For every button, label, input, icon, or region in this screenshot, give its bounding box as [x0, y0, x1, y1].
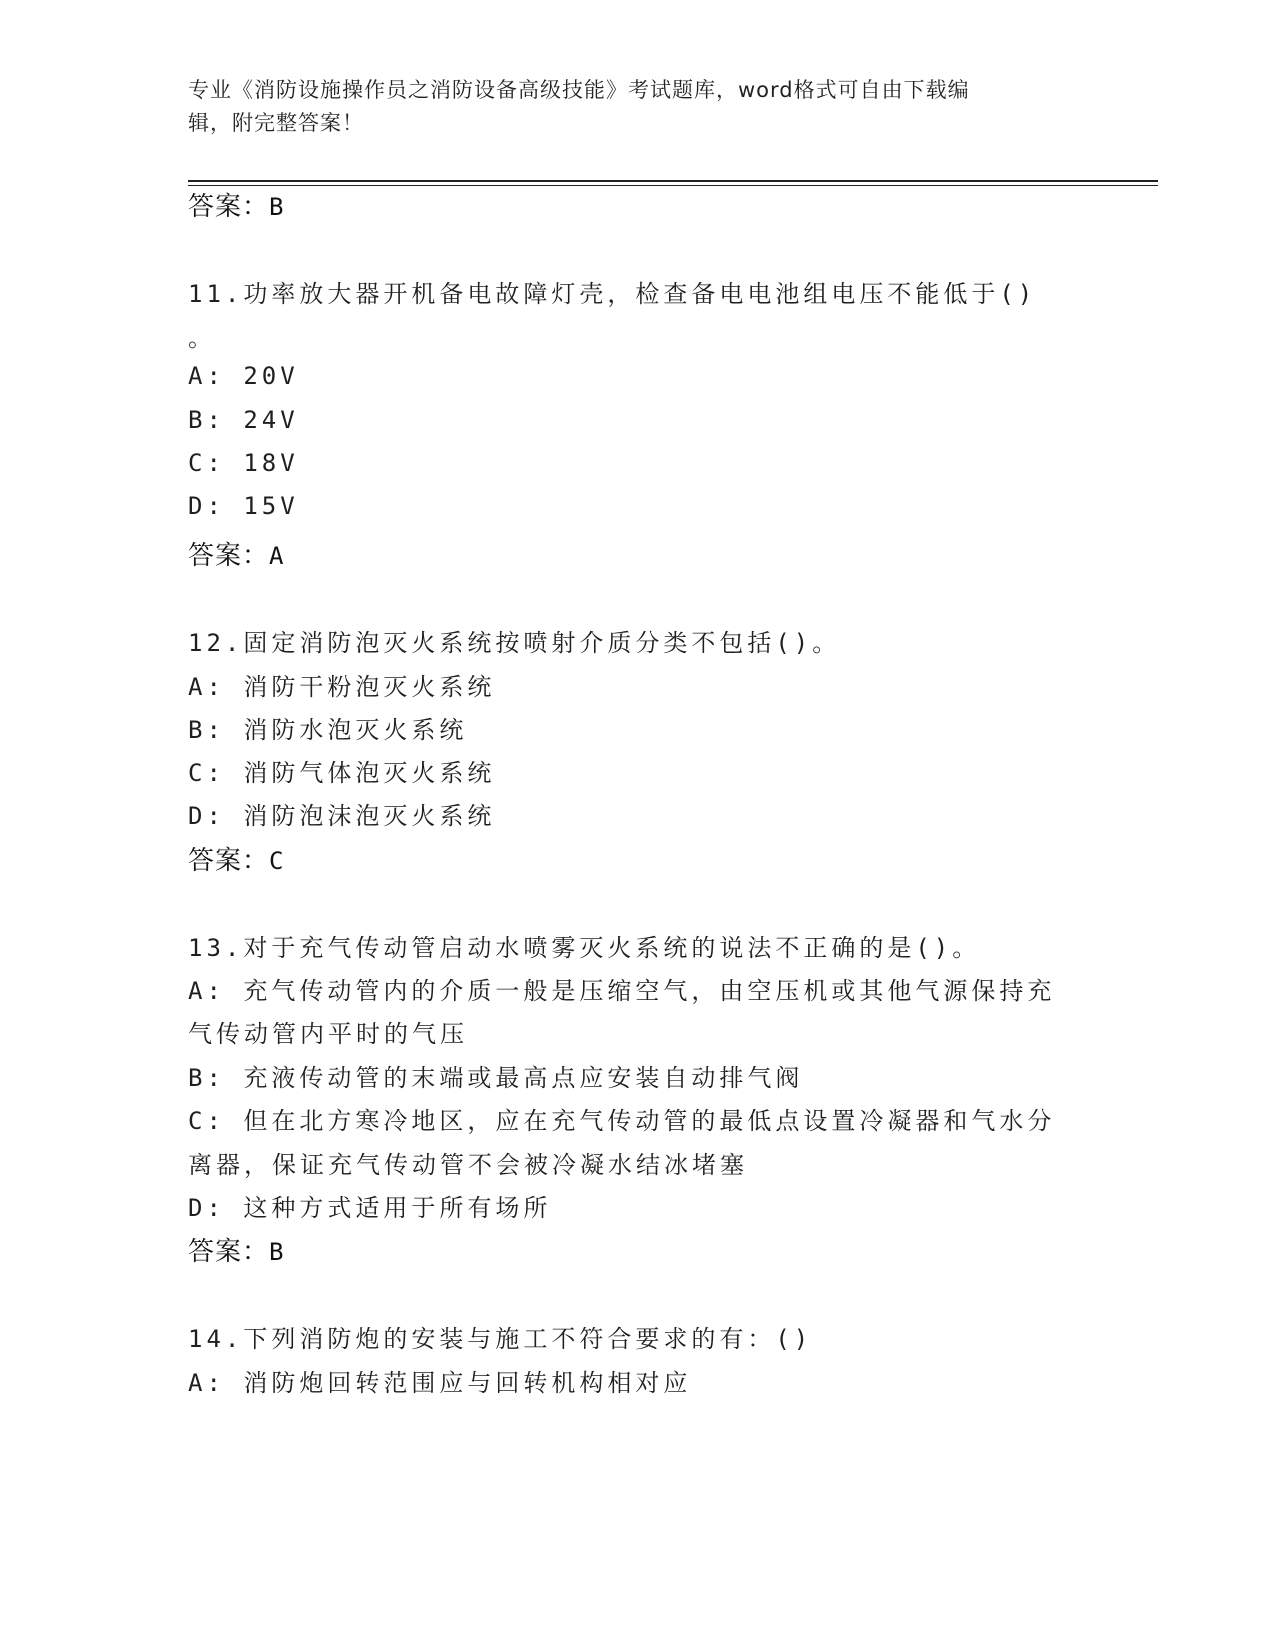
- question-11-stem: 11.功率放大器开机备电故障灯壳，检查备电电池组电压不能低于(): [188, 280, 1037, 308]
- question-11-option-a: A: 20V: [188, 362, 299, 390]
- question-13-option-a-cont: 气传动管内平时的气压: [188, 1020, 468, 1048]
- question-12-answer: 答案：C: [188, 846, 285, 876]
- question-11-stem-cont: 。: [188, 324, 216, 352]
- header-divider-thin: [188, 185, 1158, 186]
- header-line-1: 专业《消防设施操作员之消防设备高级技能》考试题库，word格式可自由下载编: [188, 78, 970, 102]
- document-header: [188, 74, 1068, 140]
- question-13-option-d: D: 这种方式适用于所有场所: [188, 1194, 552, 1222]
- question-13-stem: 13.对于充气传动管启动水喷雾灭火系统的说法不正确的是()。: [188, 934, 981, 962]
- question-14-option-a: A: 消防炮回转范围应与回转机构相对应: [188, 1369, 692, 1397]
- question-11-option-d: D: 15V: [188, 492, 299, 520]
- header-line-2: 辑，附完整答案！: [188, 111, 364, 135]
- question-13-option-c-cont: 离器，保证充气传动管不会被冷凝水结冰堵塞: [188, 1151, 748, 1179]
- question-13-option-b: B: 充液传动管的末端或最高点应安装自动排气阀: [188, 1064, 804, 1092]
- question-12-option-b: B: 消防水泡灭火系统: [188, 716, 468, 744]
- question-12-option-c: C: 消防气体泡灭火系统: [188, 759, 496, 787]
- header-divider-thick: [188, 180, 1158, 182]
- question-12-stem: 12.固定消防泡灭火系统按喷射介质分类不包括()。: [188, 629, 841, 657]
- question-11-option-c: C: 18V: [188, 449, 299, 477]
- question-12-option-a: A: 消防干粉泡灭火系统: [188, 673, 496, 701]
- question-12-option-d: D: 消防泡沫泡灭火系统: [188, 802, 496, 830]
- question-13-option-c: C: 但在北方寒冷地区，应在充气传动管的最低点设置冷凝器和气水分: [188, 1107, 1056, 1135]
- question-11-answer: 答案：A: [188, 541, 285, 571]
- question-13-option-a: A: 充气传动管内的介质一般是压缩空气，由空压机或其他气源保持充: [188, 977, 1056, 1005]
- question-13-answer: 答案：B: [188, 1237, 285, 1267]
- answer-line: 答案：B: [188, 192, 285, 222]
- question-14-stem: 14.下列消防炮的安装与施工不符合要求的有：(): [188, 1325, 813, 1353]
- question-11-option-b: B: 24V: [188, 406, 299, 434]
